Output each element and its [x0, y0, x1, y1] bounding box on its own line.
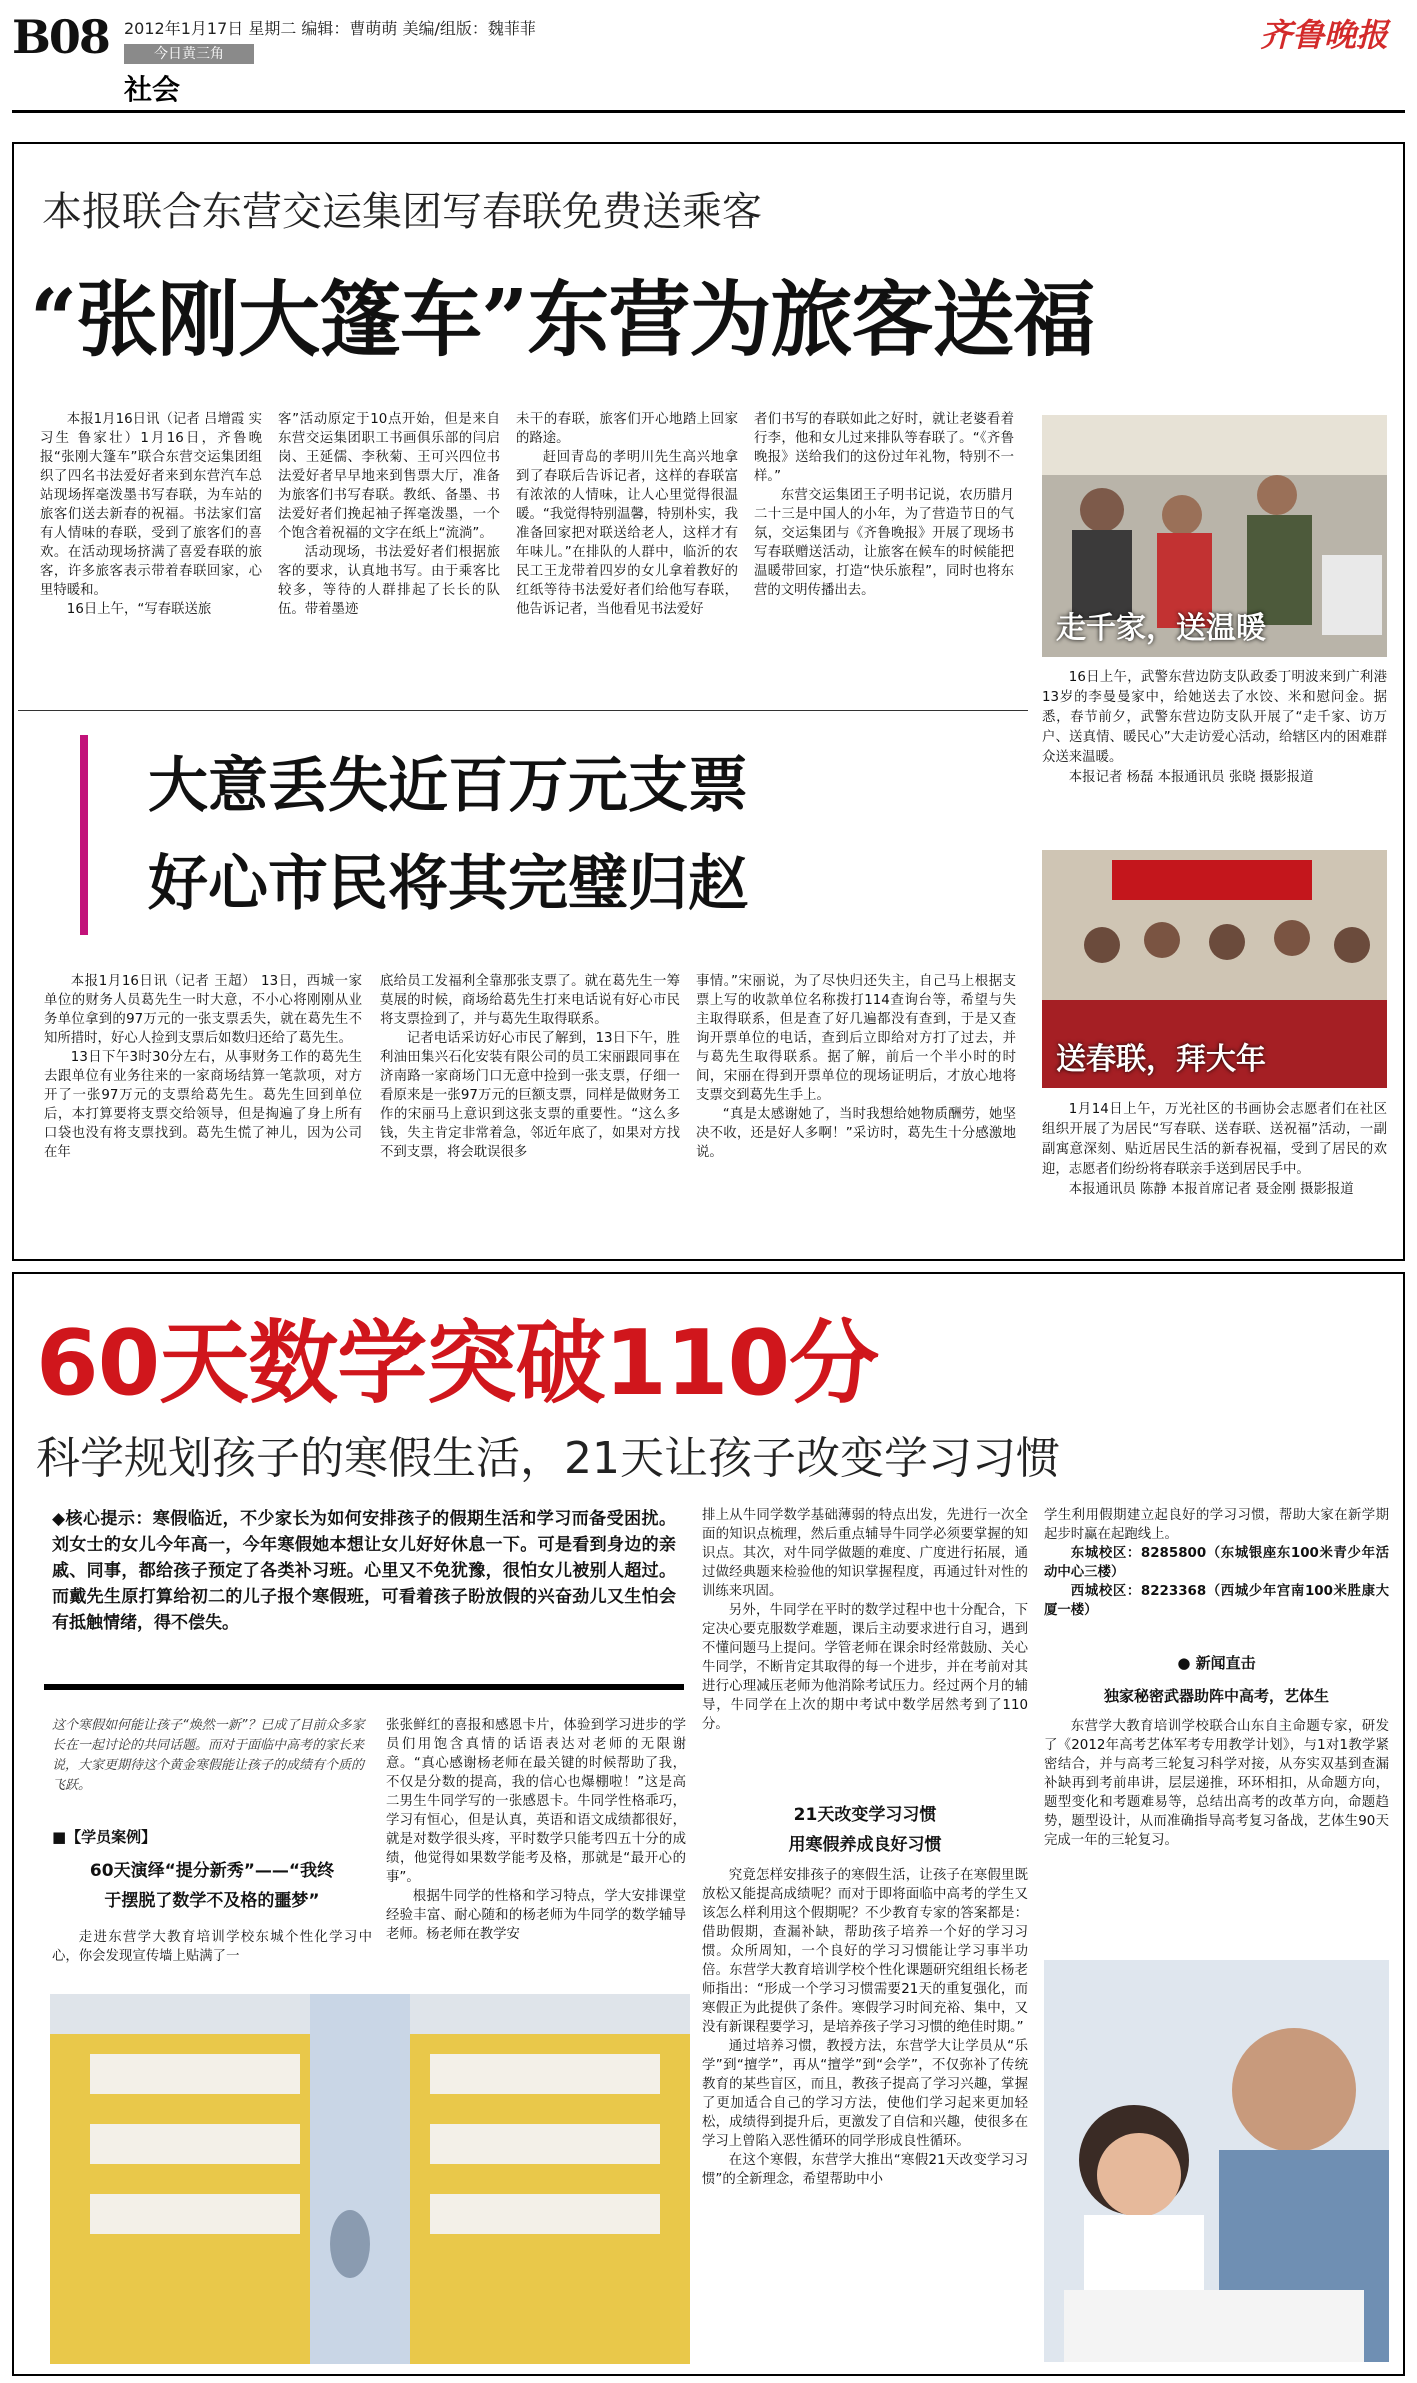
case-title-line2: 于摆脱了数学不及格的噩梦”	[104, 1891, 320, 1911]
paragraph: 走进东营学大教育培训学校东城个性化学习中心，你会发现宣传墙上贴满了一	[52, 1930, 372, 1964]
photo-visit	[1042, 415, 1387, 657]
case-body	[52, 1928, 372, 1966]
header-rule	[12, 110, 1405, 113]
story2-headline-line1: 大意丢失近百万元支票	[148, 751, 748, 821]
core-summary: ◆核心提示：寒假临近，不少家长为如何安排孩子的假期生活和学习而备受困扰。刘女士的女儿今年高一，今年寒假她本想让女儿好好休息一下。可是看到身边的亲戚、同事，都给孩子预定了各类补习班。心里又不免犹豫，很怕女儿被别人超过。而戴先生原打算给初二的儿子报个寒假班，可看着孩子盼放假的兴奋劲儿又生怕会有抵触情绪，得不偿失。	[52, 1509, 676, 1633]
case-label: ■【学员案例】	[52, 1828, 157, 1846]
page-number: B08	[12, 10, 109, 64]
news-flash	[1044, 1652, 1389, 1850]
issue-meta: 2012年1月17日 星期二 编辑：曹萌萌 美编/组版：魏菲菲	[124, 19, 536, 38]
story1-column-3	[516, 410, 738, 619]
classroom-illustration	[50, 1994, 690, 2364]
intro-note: 这个寒假如何能让孩子“焕然一新”？已成了目前众多家长在一起讨论的共同话题。而对于面临中高考的家长来说，大家更期待这个黄金寒假能让孩子的成绩有个质的飞跃。	[52, 1718, 365, 1793]
paragraph: 活动现场，书法爱好者们根据旅客的要求，认真地书写。由于乘客比较多，等待的人群排起了长长的队伍。带着墨迹	[278, 545, 500, 617]
paragraph: 通过培养习惯，教授方法，东营学大让学员从“乐学”到“擅学”，再从“擅学”到“会学”，不仅弥补了传统教育的某些盲区，而且，教孩子提高了学习兴趣，掌握了更加适合自己的学习方法，使他们学习起来更加轻松，成绩得到提升后，更激发了自信和兴趣，使很多在学习上曾陷入恶性循环的同学形成良性循环。	[702, 2039, 1028, 2149]
paragraph: 本报1月16日讯（记者 吕增霞 实习生 鲁家壮）1月16日，齐鲁晚报“张刚大篷车”联合东营交运集团组织了四名书法爱好者来到东营汽车总站现场挥毫泼墨书写春联，为车站的旅客们送去新春的祝福。书法家们富有人情味的春联，受到了旅客们的喜欢。在活动现场挤满了喜爱春联的旅客，许多旅客表示带着春联回家，心里特暖和。	[40, 412, 262, 598]
address-west: 西城校区：8223368（西城少年宫南100米胜康大厦一楼）	[1044, 1584, 1389, 1618]
address-east: 东城校区：8285800（东城银座东100米青少年活动中心三楼）	[1044, 1546, 1389, 1580]
news-flash-label: ● 新闻直击	[1177, 1654, 1256, 1672]
paragraph: 东营学大教育培训学校联合山东自主命题专家，研发了《2012年高考艺体军考专用教学计划》，与1对1教学紧密结合，并与高考三轮复习科学对接，从夯实双基到查漏补缺再到考前串讲，层层递推，环环相扣，从命题方向，题型变化和考题难易等，总结出高考的改革方向，命题趋势，题型设计，从而准确指导高考复习备战，艺体生90天完成一年的三轮复习。	[1044, 1719, 1389, 1848]
paragraph: 赶回青岛的孝明川先生高兴地拿到了春联后告诉记者，这样的春联富有浓浓的人情味，让人心里觉得很温暖。“我觉得特别温馨，特别朴实，我准备回家把对联送给老人，这样才有年味儿。”在排队的人群中，临沂的农民工王龙带着四岁的女儿拿着教好的红纸等待书法爱好者们给他写春联，他告诉记者，当他看见书法爱好	[516, 450, 738, 617]
paragraph: 记者电话采访好心市民了解到，13日下午，胜利油田集兴石化安装有限公司的员工宋丽跟同事在济南路一家商场门口无意中捡到一张支票，仔细一看原来是一张97万元的巨额支票，同样是做财务工作的宋丽马上意识到这张支票的重要性。“这么多钱，失主肯定非常着急，邻近年底了，如果对方找不到支票，将会耽误很多	[380, 1031, 680, 1160]
paragraph: 底给员工发福利全靠那张支票了。就在葛先生一筹莫展的时候，商场给葛先生打来电话说有好心市民将支票捡到了，并与葛先生取得联系。	[380, 974, 680, 1027]
paragraph: 客”活动原定于10点开始，但是来自东营交运集团职工书画俱乐部的闫启岗、王延儒、李秋菊、王可兴四位书法爱好者早早地来到售票大厅，准备为旅客们书写春联。教纸、备墨、书法爱好者们挽起袖子挥毫泼墨，一个个饱含着祝福的文字在纸上“流淌”。	[278, 412, 500, 541]
news-flash-body	[1044, 1717, 1389, 1850]
story1-column-1	[40, 410, 262, 619]
story3-column-4	[1044, 1506, 1389, 1620]
paragraph: 张张鲜红的喜报和感恩卡片，体验到学习进步的学员们用饱含真情的话语表达对老师的无限谢意。“真心感谢杨老师在最关键的时候帮助了我，不仅是分数的提高，我的信心也爆棚啦！”这是高二男生牛同学写的一张感恩卡。牛同学性格乖巧，学习有恒心，但是认真，英语和语文成绩都很好，就是对数学很头疼，平时数学只能考四五十分的成绩，他觉得如果数学能考及格，那就是“最开心的事”。	[386, 1718, 686, 1885]
story-divider	[18, 710, 1028, 711]
story1-column-4	[754, 410, 1014, 600]
paragraph: 根据牛同学的性格和学习特点，学大安排课堂经验丰富、耐心随和的杨老师为牛同学的数学辅导老师。杨老师在教学安	[386, 1889, 686, 1942]
story3-headline: 60天数学突破110分	[36, 1311, 879, 1416]
section-title: 社会	[124, 73, 181, 106]
paragraph: “真是太感谢她了，当时我想给她物质酬劳，她坚决不收，还是好人多啊！”采访时，葛先生十分感激地说。	[696, 1107, 1016, 1160]
habit-subheading	[702, 1800, 1028, 1860]
photo-visit-caption	[1042, 668, 1387, 788]
photo-visit-label: 走千家，送温暖	[1056, 611, 1266, 646]
paragraph: 事情。”宋丽说，为了尽快归还失主，自己马上根据支票上写的收款单位名称拨打114查询台等，希望与失主取得联系，但是查了好几遍都没有查到，于是又查询开票单位的电话，查到后立即给对方打了过去，并与葛先生取得联系。据了解，前后一个半小时的时间，宋丽在得到开票单位的现场证明后，才放心地将支票交到葛先生手上。	[696, 974, 1016, 1103]
story2-column-3	[696, 972, 1016, 1162]
story1-column-2	[278, 410, 500, 619]
story3-column-3	[702, 1506, 1028, 1734]
paragraph: 东营交运集团王子明书记说，农历腊月二十三是中国人的小年，为了营造节日的气氛，交运集团与《齐鲁晚报》开展了现场书写春联赠送活动，让旅客在候车的时候能把温暖带回家，打造“快乐旅程”，同时也将东营的文明传播出去。	[754, 488, 1014, 598]
paragraph: 未干的春联，旅客们开心地踏上回家的路途。	[516, 412, 738, 446]
habit-subheading-line2: 用寒假养成良好习惯	[788, 1835, 942, 1855]
paragraph: 者们书写的春联如此之好时，就让老婆看着行李，他和女儿过来排队等春联了。“《齐鲁晚报》送给我们的这份过年礼物，特别不一样。”	[754, 412, 1014, 484]
core-rule	[44, 1684, 684, 1690]
story3-column-3b	[702, 1866, 1028, 2189]
photo-couplets	[1042, 850, 1387, 1088]
story2-column-2	[380, 972, 680, 1162]
paragraph: 学生利用假期建立起良好的学习习惯，帮助大家在新学期起步时赢在起跑线上。	[1044, 1508, 1389, 1542]
tutor-photo	[1044, 1960, 1389, 2362]
headline-accent-bar	[80, 735, 88, 935]
paragraph: 13日下午3时30分左右，从事财务工作的葛先生去跟单位有业务往来的一家商场结算一笔款项，对方开了一张97万元的支票给葛先生。葛先生回到单位后，本打算要将支票交给领导，但是掏遍了身上所有口袋也没有将支票找到。葛先生慌了神儿，因为公司在年	[44, 1050, 362, 1160]
paragraph: 本报1月16日讯（记者 王超） 13日，西城一家单位的财务人员葛先生一时大意，不小心将刚刚从业务单位拿到的97万元的一张支票丢失，就在葛先生不知所措时，好心人捡到支票后如数归还给了葛先生。	[44, 974, 362, 1046]
story1-kicker: 本报联合东营交运集团写春联免费送乘客	[42, 189, 762, 235]
paragraph: 究竟怎样安排孩子的寒假生活，让孩子在寒假里既放松又能提高成绩呢？而对于即将面临中高考的学生又该怎么样利用这个假期呢？不少教育专家的答案都是：借助假期，查漏补缺，帮助孩子培养一个好的学习习惯。众所周知，一个良好的学习习惯能让学习事半功倍。东营学大教育培训学校个性化课题研究组组长杨老师指出：“形成一个学习习惯需要21天的重复强化，而寒假正为此提供了条件。寒假学习时间充裕、集中，又没有新课程要学习，是培养孩子学习习惯的绝佳时期。”	[702, 1868, 1028, 2035]
section-tag: 今日黄三角	[124, 44, 254, 64]
habit-subheading-line1: 21天改变学习习惯	[793, 1805, 937, 1825]
paragraph: 排上从牛同学数学基础薄弱的特点出发，先进行一次全面的知识点梳理，然后重点辅导牛同学必须要掌握的知识点。其次，对牛同学做题的难度、广度进行拓展，通过做经典题来检验他的知识掌握程度，再通过针对性的训练来巩固。	[702, 1508, 1028, 1599]
caption-text: 1月14日上午，万光社区的书画协会志愿者们在社区组织开展了为居民“写春联、送春联、送祝福”活动，一副副寓意深刻、贴近居民生活的新春祝福，受到了居民的欢迎，志愿者们纷纷将春联亲手送到居民手中。	[1042, 1102, 1387, 1177]
news-flash-title: 独家秘密武器助阵中高考，艺体生	[1103, 1687, 1329, 1705]
story3-column-2	[386, 1716, 686, 1944]
story2-headline-line2: 好心市民将其完璧归赵	[148, 849, 748, 919]
paragraph: 另外，牛同学在平时的数学过程中也十分配合，下定决心要克服数学难题，课后主动要求进行自习，遇到不懂问题马上提问。学管老师在课余时经常鼓励、关心牛同学，不断肯定其取得的每一个进步，并在考前对其进行心理减压老师为他消除考试压力。经过两个月的辅导，牛同学在上次的期中考试中数学居然考到了110分。	[702, 1603, 1028, 1732]
tutor-illustration	[1044, 1960, 1389, 2362]
story2-column-1	[44, 972, 362, 1162]
paragraph: 在这个寒假，东营学大推出“寒假21天改变学习习惯”的全新理念，希望帮助中小	[702, 2153, 1028, 2187]
caption-credit: 本报通讯员 陈静 本报首席记者 聂金刚 摄影报道	[1068, 1182, 1354, 1197]
case-title-line1: 60天演绎“提分新秀”——“我终	[89, 1861, 335, 1881]
story3-subhead: 科学规划孩子的寒假生活，21天让孩子改变学习习惯	[36, 1433, 1060, 1484]
paragraph: 16日上午，“写春联送旅	[66, 602, 212, 617]
photo-couplets-label: 送春联，拜大年	[1056, 1042, 1266, 1077]
story1-headline: “张刚大篷车”东营为旅客送福	[30, 272, 1095, 368]
classroom-photo	[50, 1994, 690, 2364]
case-title	[52, 1856, 372, 1916]
caption-credit: 本报记者 杨磊 本报通讯员 张晓 摄影报道	[1068, 770, 1314, 785]
photo-couplets-caption	[1042, 1100, 1387, 1200]
caption-text: 16日上午，武警东营边防支队政委丁明波来到广利港13岁的李曼曼家中，给她送去了水饺、米和慰问金。据悉，春节前夕，武警东营边防支队开展了“走千家、访万户、送真情、暖民心”大走访爱心活动，给辖区内的困难群众送来温暖。	[1042, 670, 1387, 765]
newspaper-logo: 齐鲁晚报	[1260, 16, 1389, 54]
